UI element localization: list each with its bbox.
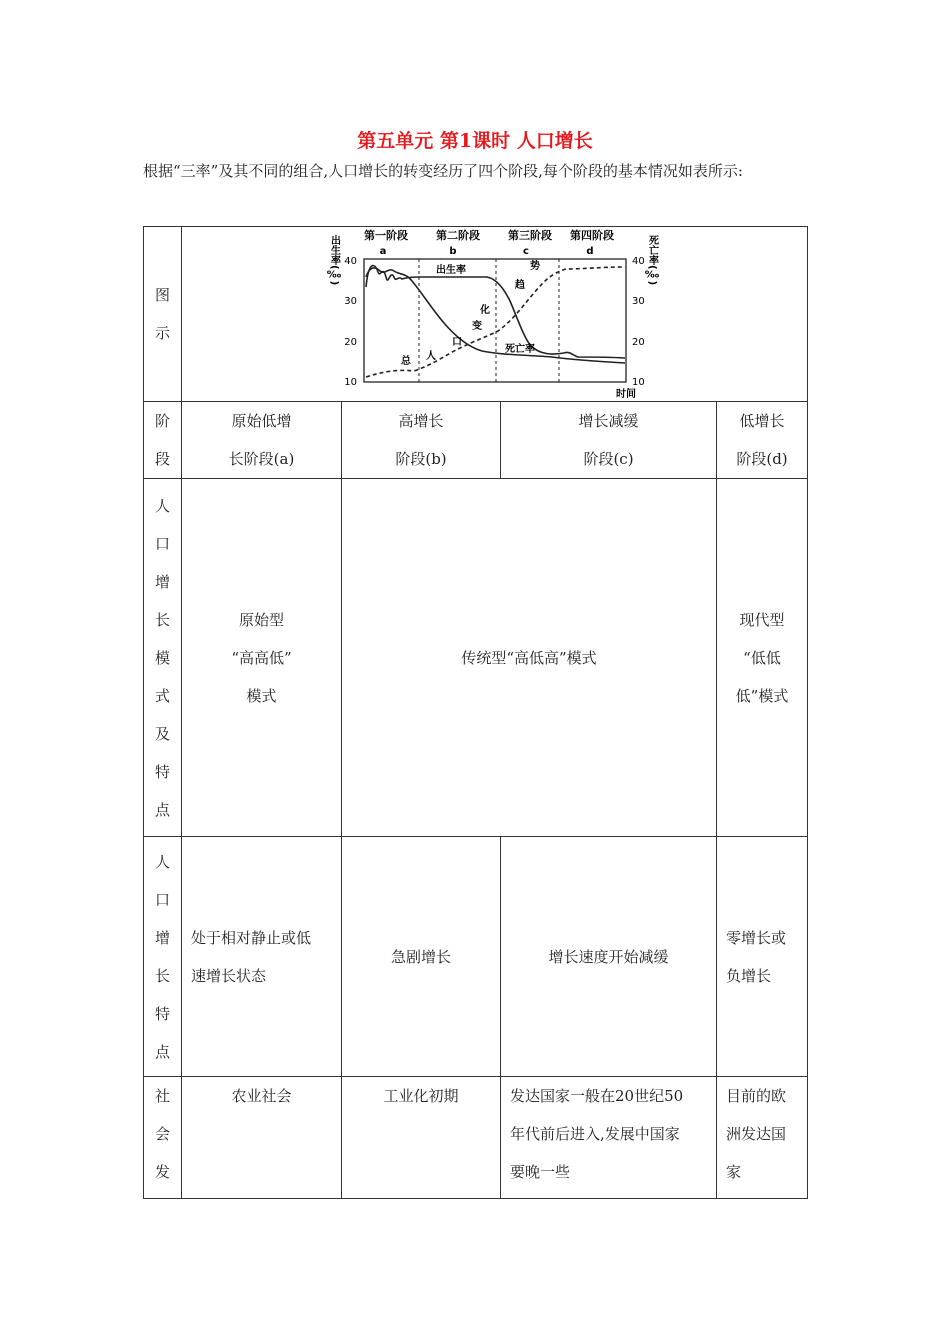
stage-header-2: 第二阶段 <box>436 229 480 242</box>
right-tick-30: 30 <box>632 296 645 307</box>
mode-modern-cell: 现代型 “低低 低”模式 <box>717 479 808 837</box>
feature-d-cell: 零增长或 负增长 <box>717 837 808 1077</box>
right-axis-label: 死亡率(‰) <box>646 235 658 286</box>
social-a-cell: 农业社会 <box>182 1077 342 1199</box>
right-tick-20: 20 <box>632 337 645 348</box>
stage-letter-b: b <box>449 246 457 257</box>
stage-row <box>144 402 808 479</box>
figure-cell <box>182 227 808 402</box>
row-label-growth-mode: 人 口 增 长 模 式 及 特 点 <box>144 479 182 837</box>
stage-c-cell: 增长减缓 阶段(c) <box>501 402 717 479</box>
row-label-figure: 图 示 <box>144 227 182 402</box>
trend-char-6: 趋 <box>515 280 525 291</box>
stage-b-cell: 高增长 阶段(b) <box>342 402 501 479</box>
trend-char-3: 口 <box>452 337 462 348</box>
left-tick-20: 20 <box>344 337 357 348</box>
trend-char-5: 化 <box>480 305 490 316</box>
stage-table <box>143 226 808 1199</box>
stage-header-1: 第一阶段 <box>364 229 408 242</box>
stage-d-cell: 低增长 阶段(d) <box>717 402 808 479</box>
stage-header-3: 第三阶段 <box>508 229 552 242</box>
left-axis-label: 出生率(‰) <box>328 235 340 286</box>
trend-char-7: 势 <box>530 261 540 272</box>
left-tick-40: 40 <box>344 256 357 267</box>
birth-rate-label: 出生率 <box>436 265 466 276</box>
row-label-social: 社 会 发 <box>144 1077 182 1199</box>
right-tick-40: 40 <box>632 256 645 267</box>
feature-a-cell: 处于相对静止或低 速增长状态 <box>182 837 342 1077</box>
trend-char-4: 变 <box>472 321 482 332</box>
trend-char-2: 人 <box>426 351 436 362</box>
row-label-growth-features: 人 口 增 长 特 点 <box>144 837 182 1077</box>
social-b-cell: 工业化初期 <box>342 1077 501 1199</box>
left-tick-10: 10 <box>344 377 357 388</box>
social-c-cell: 发达国家一般在20世纪50 年代前后进入,发展中国家 要晚一些 <box>501 1077 717 1199</box>
social-d-cell: 目前的欧 洲发达国 家 <box>717 1077 808 1199</box>
growth-mode-row <box>144 479 808 837</box>
mode-traditional-cell: 传统型“高低高”模式 <box>342 479 717 837</box>
population-transition-diagram <box>182 227 808 401</box>
growth-features-row <box>144 837 808 1077</box>
row-label-stage: 阶 段 <box>144 402 182 479</box>
stage-letter-d: d <box>586 246 594 257</box>
mode-primitive-cell: 原始型 “高高低” 模式 <box>182 479 342 837</box>
stage-letter-a: a <box>379 246 387 257</box>
figure-row <box>144 227 808 402</box>
stage-header-4: 第四阶段 <box>570 229 614 242</box>
stage-letter-c: c <box>523 246 529 257</box>
death-rate-label: 死亡率 <box>505 344 535 355</box>
feature-c-cell: 增长速度开始减缓 <box>501 837 717 1077</box>
trend-char-1: 总 <box>401 356 411 367</box>
page-title: 第五单元 第1课时 人口增长 <box>357 130 593 152</box>
x-axis-label: 时间 <box>616 389 636 400</box>
feature-b-cell: 急剧增长 <box>342 837 501 1077</box>
social-development-row <box>144 1077 808 1199</box>
left-tick-30: 30 <box>344 296 357 307</box>
intro-paragraph: 根据“三率”及其不同的组合,人口增长的转变经历了四个阶段,每个阶段的基本情况如表所示: <box>143 162 743 180</box>
stage-a-cell: 原始低增 长阶段(a) <box>182 402 342 479</box>
right-tick-10: 10 <box>632 377 645 388</box>
